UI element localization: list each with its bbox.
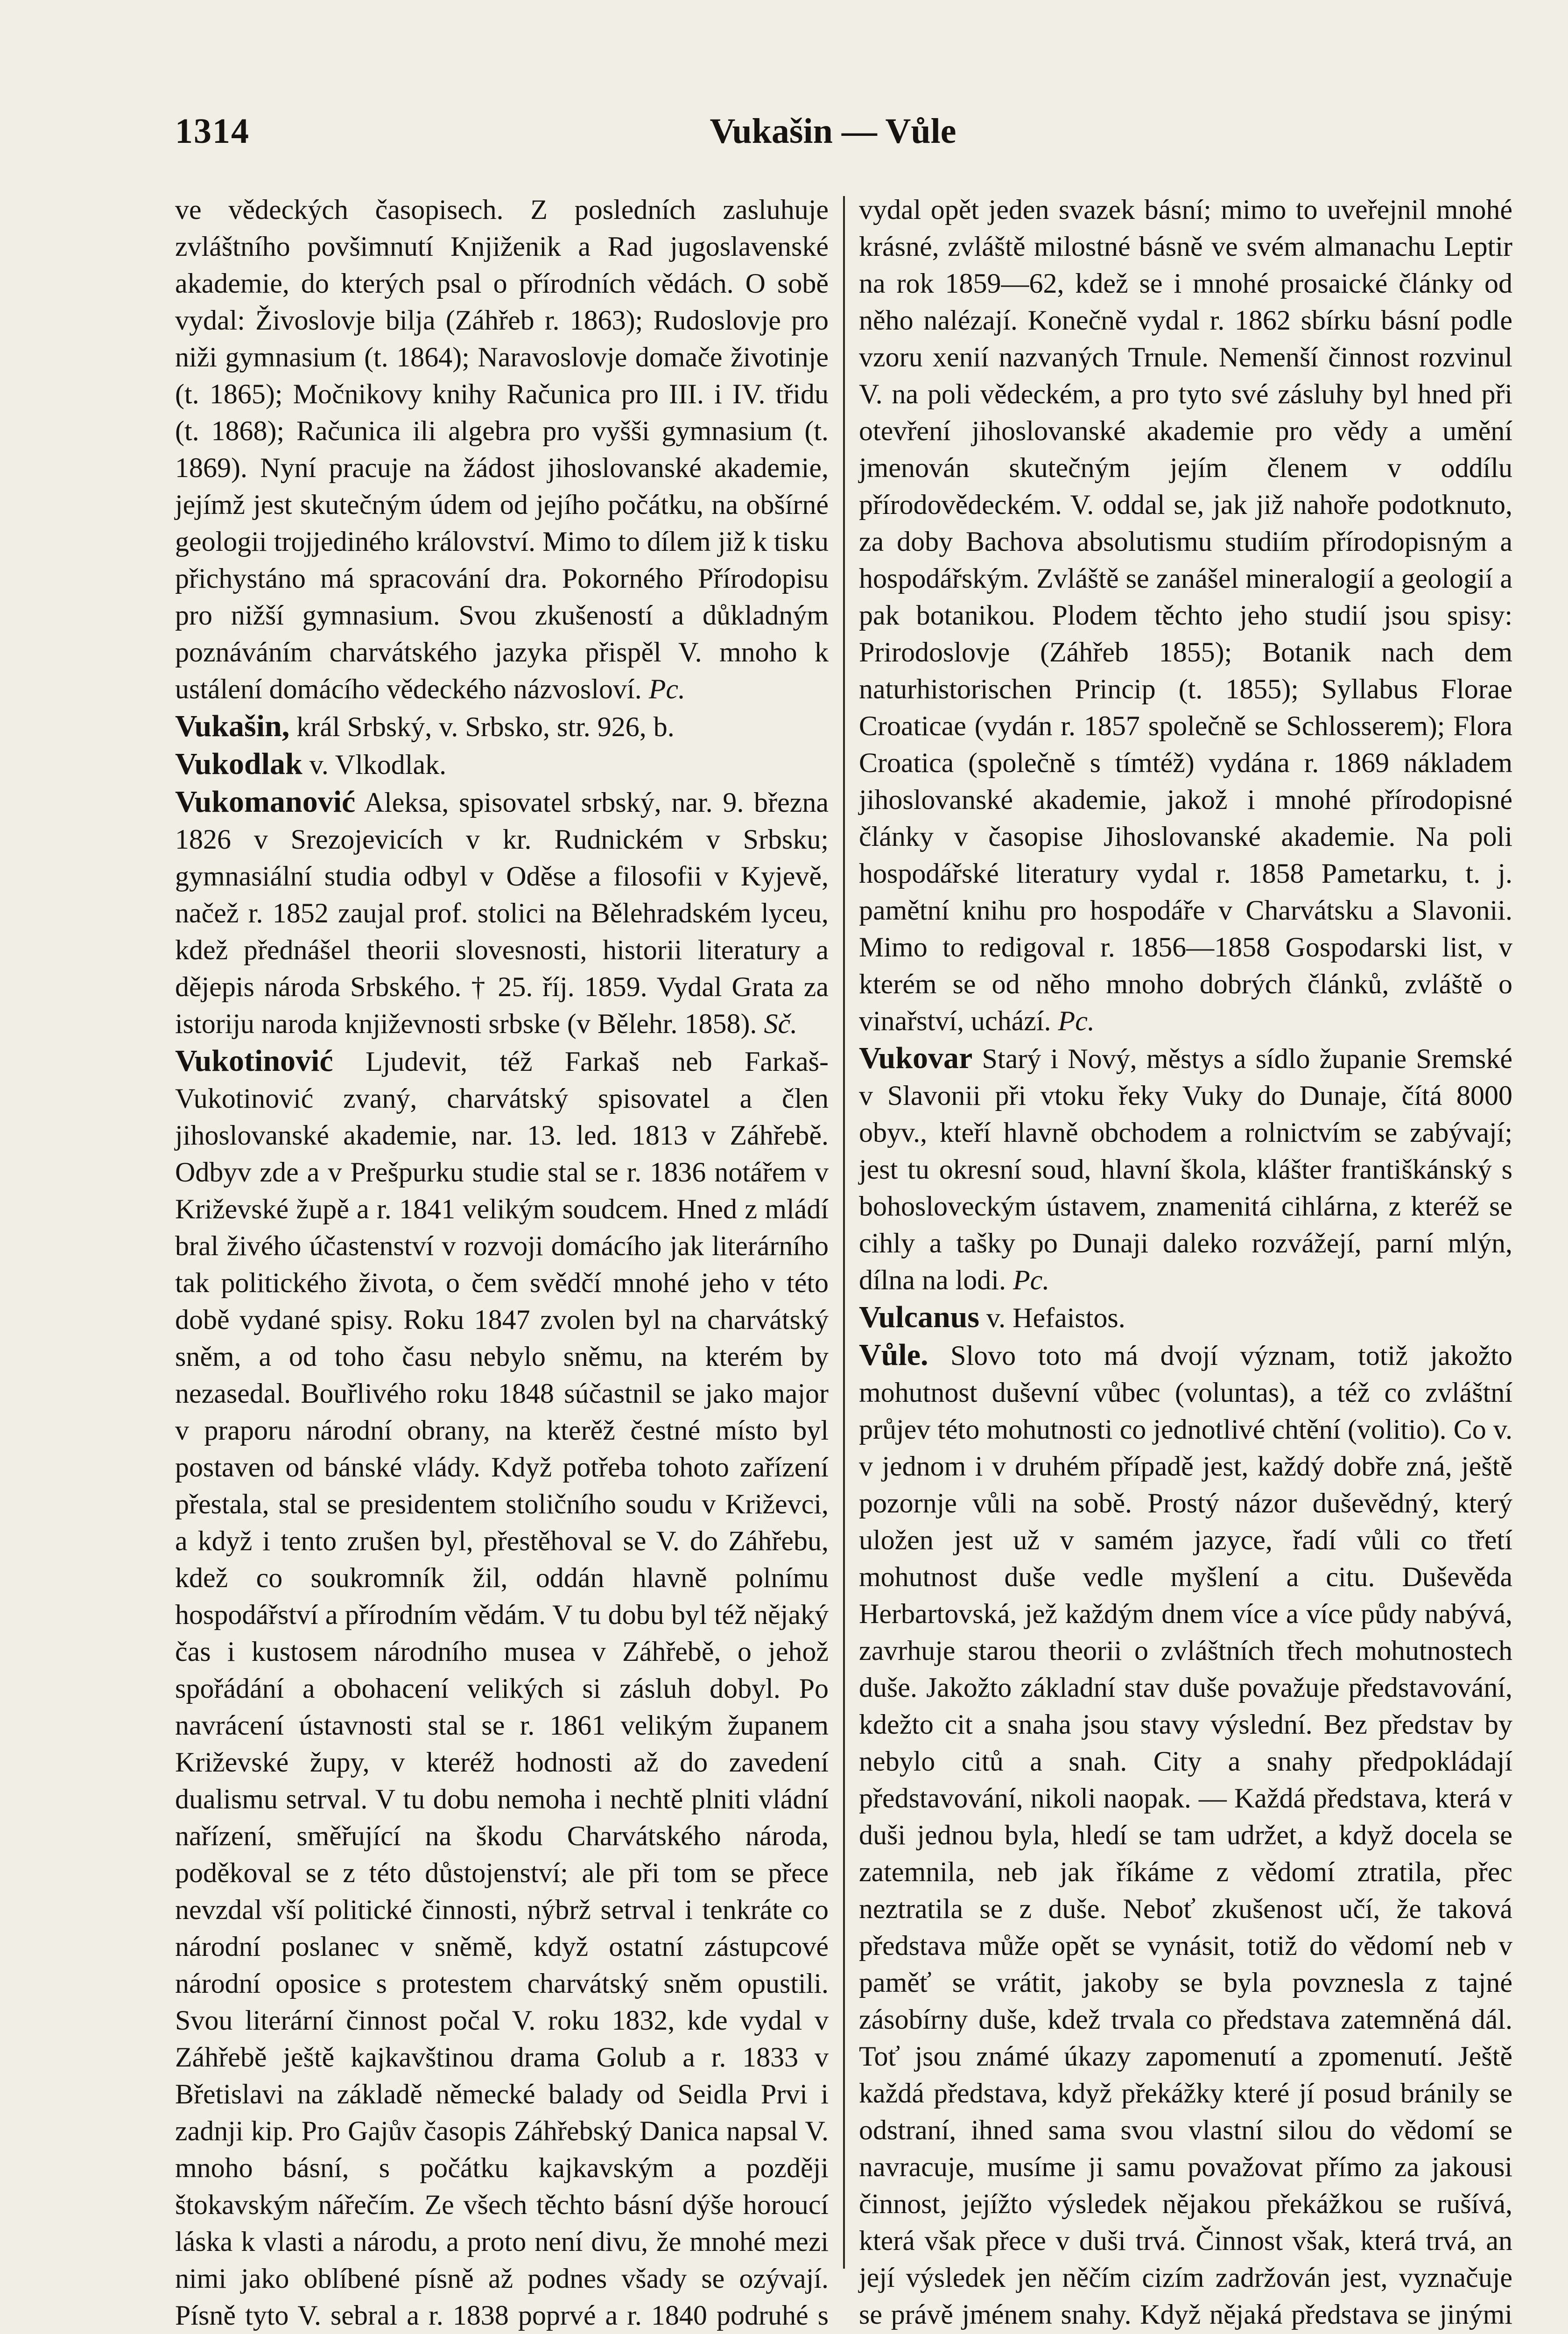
continued-entry-body: vydal opět jeden svazek básní; mimo to uveřejnil mnohé krásné, zvláště milostné básně ve svém almanachu Leptir na rok 1859—62, kdež se i mnohé prosaické články od něho nalézají. Konečně vydal r. 1862 sbírku básní podle vzoru xenií nazvaných Trnule. Nemenší činnost rozvinul V. na poli vědeckém, a pro tyto své zásluhy byl hned při otevření jihoslovanské akademie pro vědy a umění jmenován skutečným jejím členem v oddílu přírodovědeckém. V. oddal se, jak již nahoře podotknuto, za doby Bachova absolutismu studiím přírodopisným a hospodářským. Zvláště se zanášel mineralogií a geologií a pak botanikou. Plodem těchto jeho studií jsou spisy: Prirodoslovje (Záhřeb 1855); Botanik nach dem naturhistorischen Princip (t. 1855); Syllabus Florae Croaticae (vydán r. 1857 společně se Schlosserem); Flora Croatica (společně s tímtéž) vydána r. 1869 nákladem jihoslovanské akademie, jakož i mnohé přírodopisné články v časopise Jihoslovanské akademie. Na poli hospodářské literatury vydal r. 1858 Pametarku, t. j. pamětní knihu pro hospodáře v Charvátsku a Slavonii. Mimo to redigoval r. 1856—1858 Gospodarski list, v kterém se od něho mnoho dobrých článků, zvláště o vinařství, uchází. [859,194,1512,1036]
continued-entry-text [859,191,1512,1040]
left-column [175,191,829,2331]
entry-vukovar [859,1040,1512,1299]
continued-entry-body: ve vědeckých časopisech. Z posledních zasluhuje zvláštního povšimnutí Knjiženik a Rad jugoslavenské akademie, do kterých psal o přírodních vědách. O sobě vydal: Živoslovje bilja (Záhřeb r. 1863); Rudoslovje pro niži gymnasium (t. 1864); Naravoslovje domače životinje (t. 1865); Močnikovy knihy Računica pro III. i IV. třidu (t. 1868); Računica ili algebra pro vyšši gymnasium (t. 1869). Nyní pracuje na žádost jihoslovanské akademie, jejímž jest skutečným údem od jejího počátku, na obšírné geologii trojjediného království. Mimo to dílem již k tisku přichystáno má spracování dra. Pokorného Přírodopisu pro nižší gymnasium. Svou zkušeností a důkladným poznáváním charvátského jazyka přispěl V. mnoho k ustálení domácího vědeckého názvosloví. [175,194,829,704]
entry-vukotinovic [175,1042,829,2334]
author-signature: Pc. [1013,1265,1050,1295]
entry-vukomanovic [175,783,829,1042]
entry-vulcanus-body: v. Hefaistos. [986,1302,1125,1333]
entry-vukasin-body: král Srbský, v. Srbsko, str. 926, b. [296,711,675,742]
continued-entry-text [175,191,829,708]
headword-vukasin: Vukašin, [175,709,290,743]
entry-vule [859,1336,1512,2334]
entry-vukasin [175,708,829,745]
headword-vukomanovic: Vukomanović [175,785,356,819]
running-head: Vukašin — Vůle [710,112,956,151]
entry-vukotinovic-body: Ljudevit, též Farkaš neb Farkaš-Vukotinović zvaný, charvátský spisovatel a člen jihoslovanské akademie, nar. 13. led. 1813 v Záhřebě. Odbyv zde a v Prešpurku studie stal se r. 1836 notářem v Križevské župě a r. 1841 velikým soudcem. Hned z mládí bral živého účastenství v rozvoji domácího jak literárního tak politického života, o čem svědčí mnohé jeho v této době vydané spisy. Roku 1847 zvolen byl na charvátský sněm, a od toho času nebylo sněmu, na kterém by nezasedal. Bouřlivého roku 1848 súčastnil se jako major v praporu národní obrany, na kterěž čestné místo byl postaven od bánské vlády. Když potřeba tohoto zařízení přestala, stal se presidentem stoličního soudu v Križevci, a když i tento zrušen byl, přestěhoval se V. do Záhřebu, kdež co soukromník žil, oddán hlavně polnímu hospodářství a přírodním vědám. V tu dobu byl též nějaký čas i kustosem národního musea v Záhřebě, o jehož spořádání a obohacení velikých si zásluh dobyl. Po navrácení ústavnosti stal se r. 1861 velikým županem Križevské župy, v kteréž hodnosti až do zavedení dualismu setrval. V tu dobu nemoha i nechtě plniti vládní nařízení, směřující na škodu Charvátského národa, poděkoval se z této důstojenství; ale při tom se přece nevzdal vší politické činnosti, nýbrž setrval i tenkráte co národní poslanec v sněmě, když ostatní zástupcové národní oposice s protestem charvátský sněm opustili. Svou literární činnost počal V. roku 1832, kde vydal v Záhřebě ještě kajkavštinou drama Golub a r. 1833 v Břetislavi na základě německé balady od Seidla Prvi i zadnji kip. Pro Gajův časopis Záhřebský Danica napsal V. mnoho básní, s počátku kajkavským a později štokavským nářečím. Ze všech těchto básní dýše horoucí láska k vlasti a národu, a proto není divu, že mnohé mezi nimi jako oblíbené písně až podnes všady se ozývají. Písně tyto V. sebral a r. 1838 poprvé a r. 1840 podruhé s [175,1046,829,2331]
page-number: 1314 [175,112,250,151]
author-signature: Pc. [1058,1005,1095,1036]
author-signature: Sč. [764,1008,798,1039]
headword-vukodlak: Vukodlak [175,747,302,781]
entry-vukodlak [175,745,829,783]
entry-vukodlak-body: v. Vlkodlak. [309,749,447,780]
headword-vukovar: Vukovar [859,1041,973,1075]
headword-vule: Vůle. [859,1338,928,1372]
entry-vulcanus [859,1299,1512,1336]
headword-vulcanus: Vulcanus [859,1300,980,1334]
author-signature: Pc. [648,674,685,704]
entry-vukovar-body: Starý i Nový, městys a sídlo županie Sremské v Slavonii při vtoku řeky Vuky do Dunaje, čítá 8000 obyv., kteří hlavně obchodem a rolnictvím se zabývají; jest tu okresní soud, hlavní škola, klášter františkánský s bohosloveckým ústavem, znamenitá cihlárna, z kteréž se cihly a tašky po Dunaji daleko rozvážejí, parní mlýn, dílna na lodi. [859,1043,1512,1295]
entry-vule-body: Slovo toto má dvojí význam, totiž jakožto mohutnost duševní vůbec (voluntas), a též co zvláštní průjev této mohutnosti co jednotlivé chtění (volitio). Co v. v jednom i v druhém případě jest, každý dobře zná, ještě pozornje vůli na sobě. Prostý názor duševědný, který uložen jest už v samém jazyce, řadí vůli co třetí mohutnost duše vedle myšlení a citu. Duševěda Herbartovská, jež každým dnem více a více půdy nabývá, zavrhuje starou theorii o zvláštních třech mohutnostech duše. Jakožto základní stav duše považuje představování, kdežto cit a snaha jsou stavy výslední. Bez představ by nebylo citů a snah. City a snahy předpokládají představování, nikoli naopak. — Každá představa, která v duši jednou byla, hledí se tam udržet, a když docela se zatemnila, neb jak říkáme z vědomí ztratila, přec neztratila se z duše. Neboť zkušenost učí, že taková představa může opět se vynásit, totiž do vědomí neb v paměť se vrátit, jakoby se byla povznesla z tajné zásobírny duše, kdež trvala co představa zatemněná dál. Toť jsou známé úkazy zapomenutí a zpomenutí. Ještě každá představa, když překážky které jí posud bránily se odstraní, ihned sama svou vlastní silou do vědomí se navracuje, musíme ji samu považovat přímo za jakousi činnost, jejížto výsledek nějakou překážkou se rušívá, která však přece v duši trvá. Činnost však, která trvá, an její výsledek jen něčím cizím zadržován jest, vyznačuje se právě jménem snahy. Když nějaká představa se jinými [859,1340,1513,2330]
headword-vukotinovic: Vukotinović [175,1044,333,1078]
entry-vukomanovic-body: Aleksa, spisovatel srbský, nar. 9. března 1826 v Srezojevicích v kr. Rudnickém v Srbsku; gymnasiální studia odbyl v Oděse a filosofii v Kyjevě, načež r. 1852 zaujal prof. stolici na Bělehradském lyceu, kdež přednášel theorii slovesnosti, historii literatury a dějepis národa Srbského. † 25. říj. 1859. Vydal Grata za istoriju naroda književnosti srbske (v Bělehr. 1858). [175,787,829,1039]
page-header [175,111,1491,167]
column-divider [843,196,845,2269]
right-column [859,191,1513,2330]
